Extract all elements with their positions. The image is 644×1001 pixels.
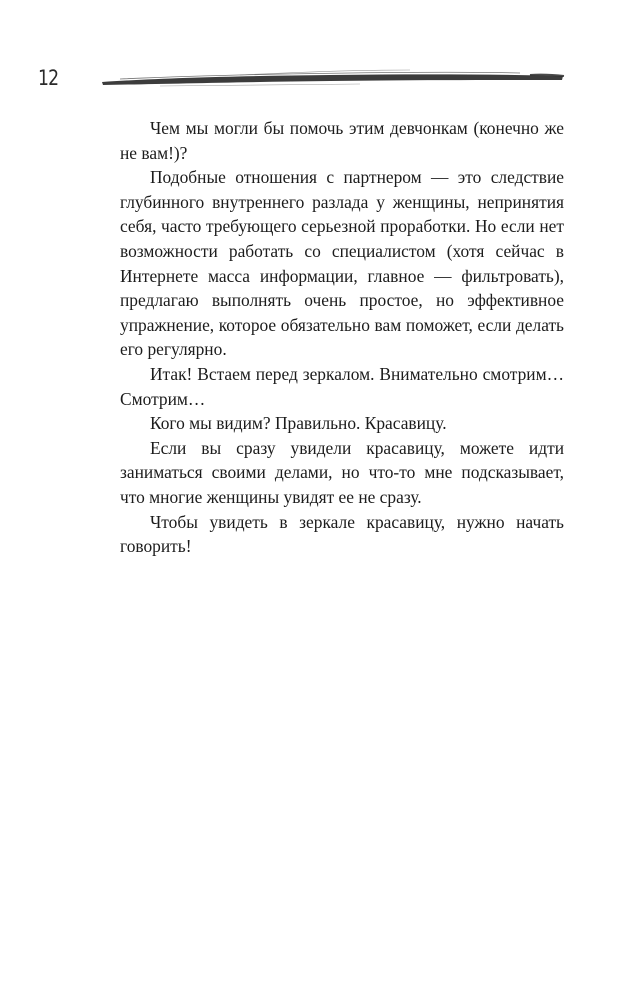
body-text <box>120 116 564 559</box>
page-number: 12 <box>38 66 59 90</box>
paragraph: Чтобы увидеть в зеркале красавицу, нужно начать говорить! <box>120 511 564 557</box>
paragraph: Подобные отношения с партнером — это следствие глубинного внутреннего разлада у женщины, непринятия себя, часто требующего серьезной проработки. Но если нет возможности работать со специалистом (хотя сейчас в Интернете масса информации, главное — фильтровать), предлагаю выполнять очень простое, но эффективное упражнение, которое обязательно вам поможет, если делать его регулярно. <box>120 167 564 360</box>
paragraph: Если вы сразу увидели красавицу, можете идти заниматься своими делами, но что-то мне подсказывает, что многие женщины увидят ее не сразу. <box>120 437 564 507</box>
paragraph: Итак! Встаем перед зеркалом. Внимательно смотрим… Смотрим… <box>120 363 564 409</box>
paragraph: Кого мы видим? Правильно. Красавицу. <box>150 413 447 434</box>
header-brush-stroke-icon <box>100 66 565 92</box>
paragraph: Чем мы могли бы помочь этим девчонкам (конечно же не вам!)? <box>120 118 564 163</box>
